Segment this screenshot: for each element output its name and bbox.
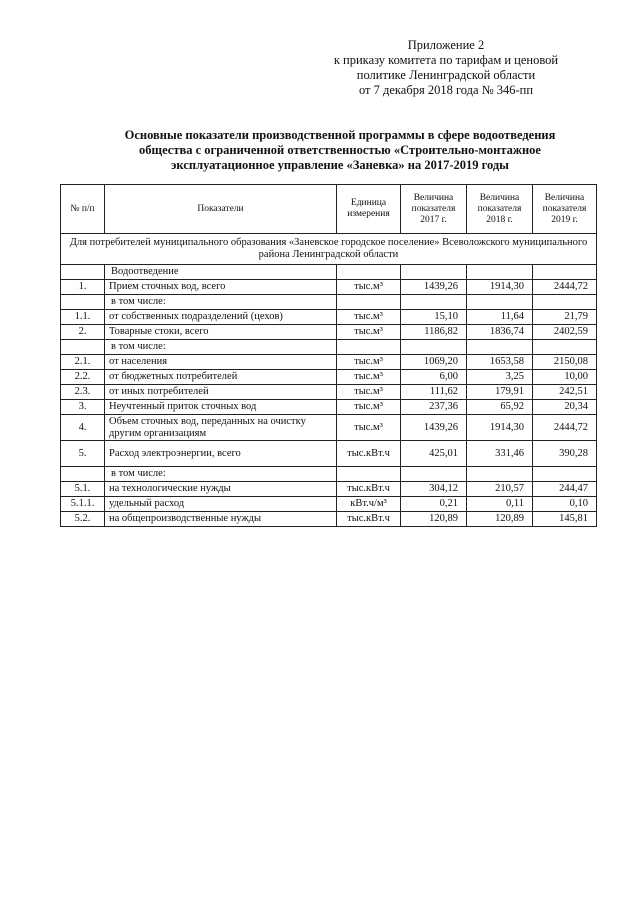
cell-indicator: Водоотведение [105, 265, 337, 280]
appendix-line: Приложение 2 [407, 38, 485, 52]
cell-unit: кВт.ч/м³ [337, 497, 401, 512]
cell-indicator: Прием сточных вод, всего [105, 280, 337, 295]
cell-value-2017: 6,00 [401, 370, 467, 385]
appendix-header [296, 38, 596, 98]
cell-indicator: на технологические нужды [105, 482, 337, 497]
table-row [61, 355, 597, 370]
cell-indicator: удельный расход [105, 497, 337, 512]
cell-value-2018: 0,11 [467, 497, 533, 512]
table-row [61, 400, 597, 415]
cell-value-2017: 425,01 [401, 441, 467, 467]
cell-value-2019: 2150,08 [533, 355, 597, 370]
title-line: общества с ограниченной ответственностью «Строительно-монтажное [139, 143, 541, 157]
cell-value-2018: 1653,58 [467, 355, 533, 370]
cell-indicator: Товарные стоки, всего [105, 325, 337, 340]
table-row [61, 295, 597, 310]
cell-indicator: на общепроизводственные нужды [105, 512, 337, 527]
column-header-2019: Величина показателя 2019 г. [533, 185, 597, 234]
cell-unit [337, 467, 401, 482]
column-header-unit: Единица измерения [337, 185, 401, 234]
cell-num: 4. [61, 415, 105, 441]
cell-num [61, 340, 105, 355]
cell-value-2018: 65,92 [467, 400, 533, 415]
cell-unit: тыс.м³ [337, 400, 401, 415]
cell-value-2019: 2402,59 [533, 325, 597, 340]
cell-unit: тыс.м³ [337, 355, 401, 370]
cell-value-2017: 237,36 [401, 400, 467, 415]
table-row [61, 265, 597, 280]
cell-value-2018: 1914,30 [467, 415, 533, 441]
column-header-num: № п/п [61, 185, 105, 234]
cell-unit: тыс.кВт.ч [337, 482, 401, 497]
cell-value-2017: 0,21 [401, 497, 467, 512]
cell-num: 5.1. [61, 482, 105, 497]
table-row [61, 325, 597, 340]
cell-value-2018: 3,25 [467, 370, 533, 385]
document-title [90, 128, 590, 173]
cell-value-2017 [401, 467, 467, 482]
cell-unit [337, 295, 401, 310]
cell-value-2018: 1836,74 [467, 325, 533, 340]
cell-unit [337, 265, 401, 280]
cell-value-2019: 244,47 [533, 482, 597, 497]
cell-unit: тыс.м³ [337, 325, 401, 340]
indicators-table [60, 184, 597, 527]
cell-value-2018: 179,91 [467, 385, 533, 400]
table-header-row [61, 185, 597, 234]
cell-value-2019 [533, 295, 597, 310]
table-row [61, 415, 597, 441]
cell-num [61, 295, 105, 310]
table-row [61, 512, 597, 527]
cell-unit: тыс.м³ [337, 280, 401, 295]
table-row [61, 340, 597, 355]
table-row [61, 370, 597, 385]
cell-value-2017: 1439,26 [401, 280, 467, 295]
cell-unit: тыс.кВт.ч [337, 441, 401, 467]
cell-num: 2.3. [61, 385, 105, 400]
cell-num: 2. [61, 325, 105, 340]
cell-value-2019 [533, 265, 597, 280]
table-row [61, 385, 597, 400]
cell-indicator: Неучтенный приток сточных вод [105, 400, 337, 415]
cell-num: 5. [61, 441, 105, 467]
cell-value-2017 [401, 340, 467, 355]
cell-value-2019: 21,79 [533, 310, 597, 325]
cell-indicator: Расход электроэнергии, всего [105, 441, 337, 467]
cell-value-2018 [467, 295, 533, 310]
cell-value-2019 [533, 467, 597, 482]
cell-value-2019: 2444,72 [533, 415, 597, 441]
cell-unit: тыс.м³ [337, 385, 401, 400]
appendix-line: к приказу комитета по тарифам и ценовой [333, 53, 559, 67]
cell-value-2018: 331,46 [467, 441, 533, 467]
cell-num [61, 265, 105, 280]
cell-value-2017: 15,10 [401, 310, 467, 325]
cell-num: 5.1.1. [61, 497, 105, 512]
table-row [61, 310, 597, 325]
cell-indicator: от иных потребителей [105, 385, 337, 400]
column-header-2017: Величина показателя 2017 г. [401, 185, 467, 234]
cell-value-2018: 1914,30 [467, 280, 533, 295]
cell-num: 3. [61, 400, 105, 415]
cell-value-2017: 304,12 [401, 482, 467, 497]
cell-value-2019: 2444,72 [533, 280, 597, 295]
cell-indicator: в том числе: [105, 295, 337, 310]
cell-value-2018 [467, 265, 533, 280]
table-row [61, 467, 597, 482]
cell-value-2017 [401, 265, 467, 280]
cell-unit: тыс.м³ [337, 370, 401, 385]
cell-value-2017: 1186,82 [401, 325, 467, 340]
cell-num: 1.1. [61, 310, 105, 325]
cell-num [61, 467, 105, 482]
cell-value-2019 [533, 340, 597, 355]
cell-unit: тыс.кВт.ч [337, 512, 401, 527]
cell-num: 1. [61, 280, 105, 295]
cell-value-2018 [467, 340, 533, 355]
cell-value-2019: 0,10 [533, 497, 597, 512]
cell-value-2017: 1439,26 [401, 415, 467, 441]
cell-num: 2.1. [61, 355, 105, 370]
cell-indicator: от собственных подразделений (цехов) [105, 310, 337, 325]
cell-value-2019: 20,34 [533, 400, 597, 415]
appendix-line: от 7 декабря 2018 года № 346-пп [358, 83, 534, 97]
cell-value-2019: 10,00 [533, 370, 597, 385]
appendix-line: политике Ленинградской области [356, 68, 536, 82]
cell-value-2018: 120,89 [467, 512, 533, 527]
cell-value-2019: 145,81 [533, 512, 597, 527]
cell-indicator: Объем сточных вод, переданных на очистку другим организациям [105, 415, 337, 441]
table-row [61, 441, 597, 467]
cell-value-2017: 111,62 [401, 385, 467, 400]
cell-unit [337, 340, 401, 355]
cell-num: 2.2. [61, 370, 105, 385]
table-row [61, 482, 597, 497]
column-header-name: Показатели [105, 185, 337, 234]
cell-indicator: от населения [105, 355, 337, 370]
cell-value-2018 [467, 467, 533, 482]
cell-value-2017 [401, 295, 467, 310]
cell-value-2019: 390,28 [533, 441, 597, 467]
cell-value-2017: 1069,20 [401, 355, 467, 370]
column-header-2018: Величина показателя 2018 г. [467, 185, 533, 234]
cell-unit: тыс.м³ [337, 415, 401, 441]
cell-value-2018: 210,57 [467, 482, 533, 497]
table-row [61, 280, 597, 295]
cell-indicator: в том числе: [105, 340, 337, 355]
title-line: Основные показатели производственной программы в сфере водоотведения [124, 128, 556, 142]
cell-value-2019: 242,51 [533, 385, 597, 400]
cell-num: 5.2. [61, 512, 105, 527]
group-label: Для потребителей муниципального образования «Заневское городское поселение» Всеволожского муниципального района Ленинградской области [61, 234, 597, 265]
cell-indicator: от бюджетных потребителей [105, 370, 337, 385]
cell-value-2017: 120,89 [401, 512, 467, 527]
cell-indicator: в том числе: [105, 467, 337, 482]
cell-unit: тыс.м³ [337, 310, 401, 325]
title-line: эксплуатационное управление «Заневка» на 2017-2019 годы [171, 158, 509, 172]
table-row [61, 497, 597, 512]
cell-value-2018: 11,64 [467, 310, 533, 325]
group-row [61, 234, 597, 265]
